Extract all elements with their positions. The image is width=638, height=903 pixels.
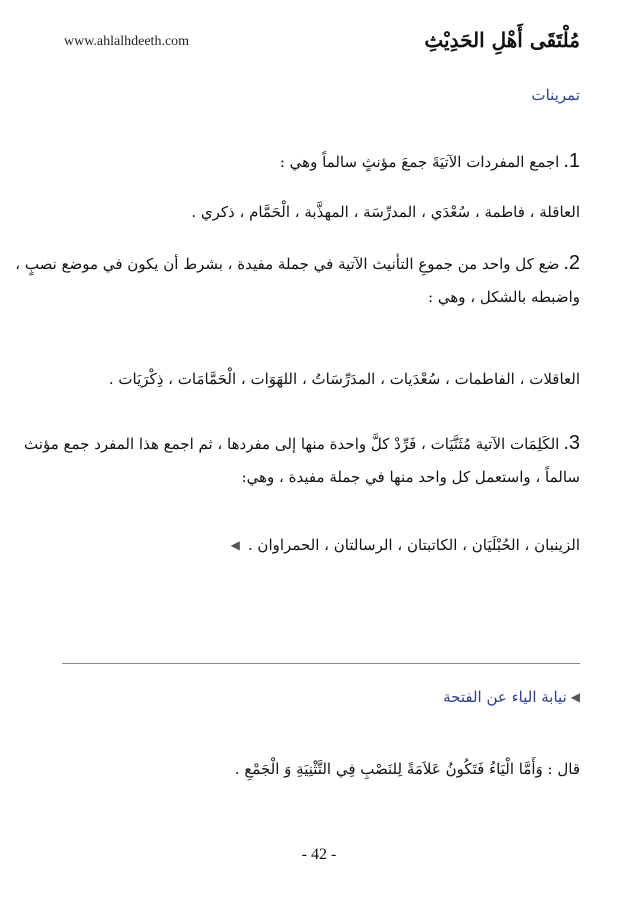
forum-title: مُلْتَقَى أَهْلِ الحَدِيْثِ: [424, 28, 580, 52]
site-url: www.ahlalhdeeth.com: [64, 34, 190, 49]
exercise-2-line-3: العاقلات ، الفاطمات ، سُعْدَيات ، المدَرِّسَاتُ ، اللهَوَات ، الْحَمَّامَات ، ذِكْرَيَات .: [108, 370, 580, 388]
exercise-1-line-2: العاقلة ، فاطمة ، سُعْدَي ، المدرِّسَة ، المهذَّبة ، الْحَمَّام ، ذكري .: [191, 203, 580, 221]
arrow-marker-icon: ◀: [230, 538, 240, 552]
exercise-2-line-1: [15, 252, 580, 275]
exercise-3-line-1: [24, 432, 580, 455]
arrow-marker-icon: ◀: [570, 690, 580, 704]
divider: [62, 663, 580, 664]
exercise-text: الكَلِمَات الآتية مُثَنَّيَات ، فَرِّدْ كلَّ واحدة منها إلى مفردها ، ثم اجمع هذا المفرد جمع مؤنث: [24, 435, 560, 453]
exercise-number: 1.: [563, 150, 580, 172]
exercise-text: الزينبان ، الحُبْلَيَان ، الكاتبتان ، الرسالتان ، الحمراوان .: [247, 536, 580, 554]
exercise-number: 2.: [563, 252, 580, 274]
exercise-3-line-3: [64, 534, 580, 557]
exercise-3-line-2: سالماً ، واستعمل كل واحد منها في جملة مفيدة ، وهي:: [241, 468, 580, 486]
exercise-text: ضع كل واحد من جموعِ التأنيث الآتية في جملة مفيدة ، بشرط أن يكون في موضع نصبٍ ،: [15, 255, 560, 273]
exercise-1-line-1: [64, 150, 580, 173]
section-heading: [443, 688, 580, 706]
quote-line: قال : وَأَمَّا الْيَاءُ فَتَكُونُ عَلاَمَةً لِلنَصْبِ فِي التَّثْنِيَةِ وَ الْجَمْعِ .: [234, 760, 580, 778]
exercise-text: اجمع المفردات الآتيَةَ جمعَ مؤنثٍ سالماً وهي :: [279, 153, 560, 171]
exercise-2-line-2: واضبطه بالشكل ، وهي :: [428, 288, 580, 306]
page-number: - 42 -: [301, 846, 337, 863]
section-heading-text: نيابة الياء عن الفتحة: [443, 688, 567, 706]
exercise-number: 3.: [563, 432, 580, 454]
section-label: تمرينات: [531, 86, 580, 104]
